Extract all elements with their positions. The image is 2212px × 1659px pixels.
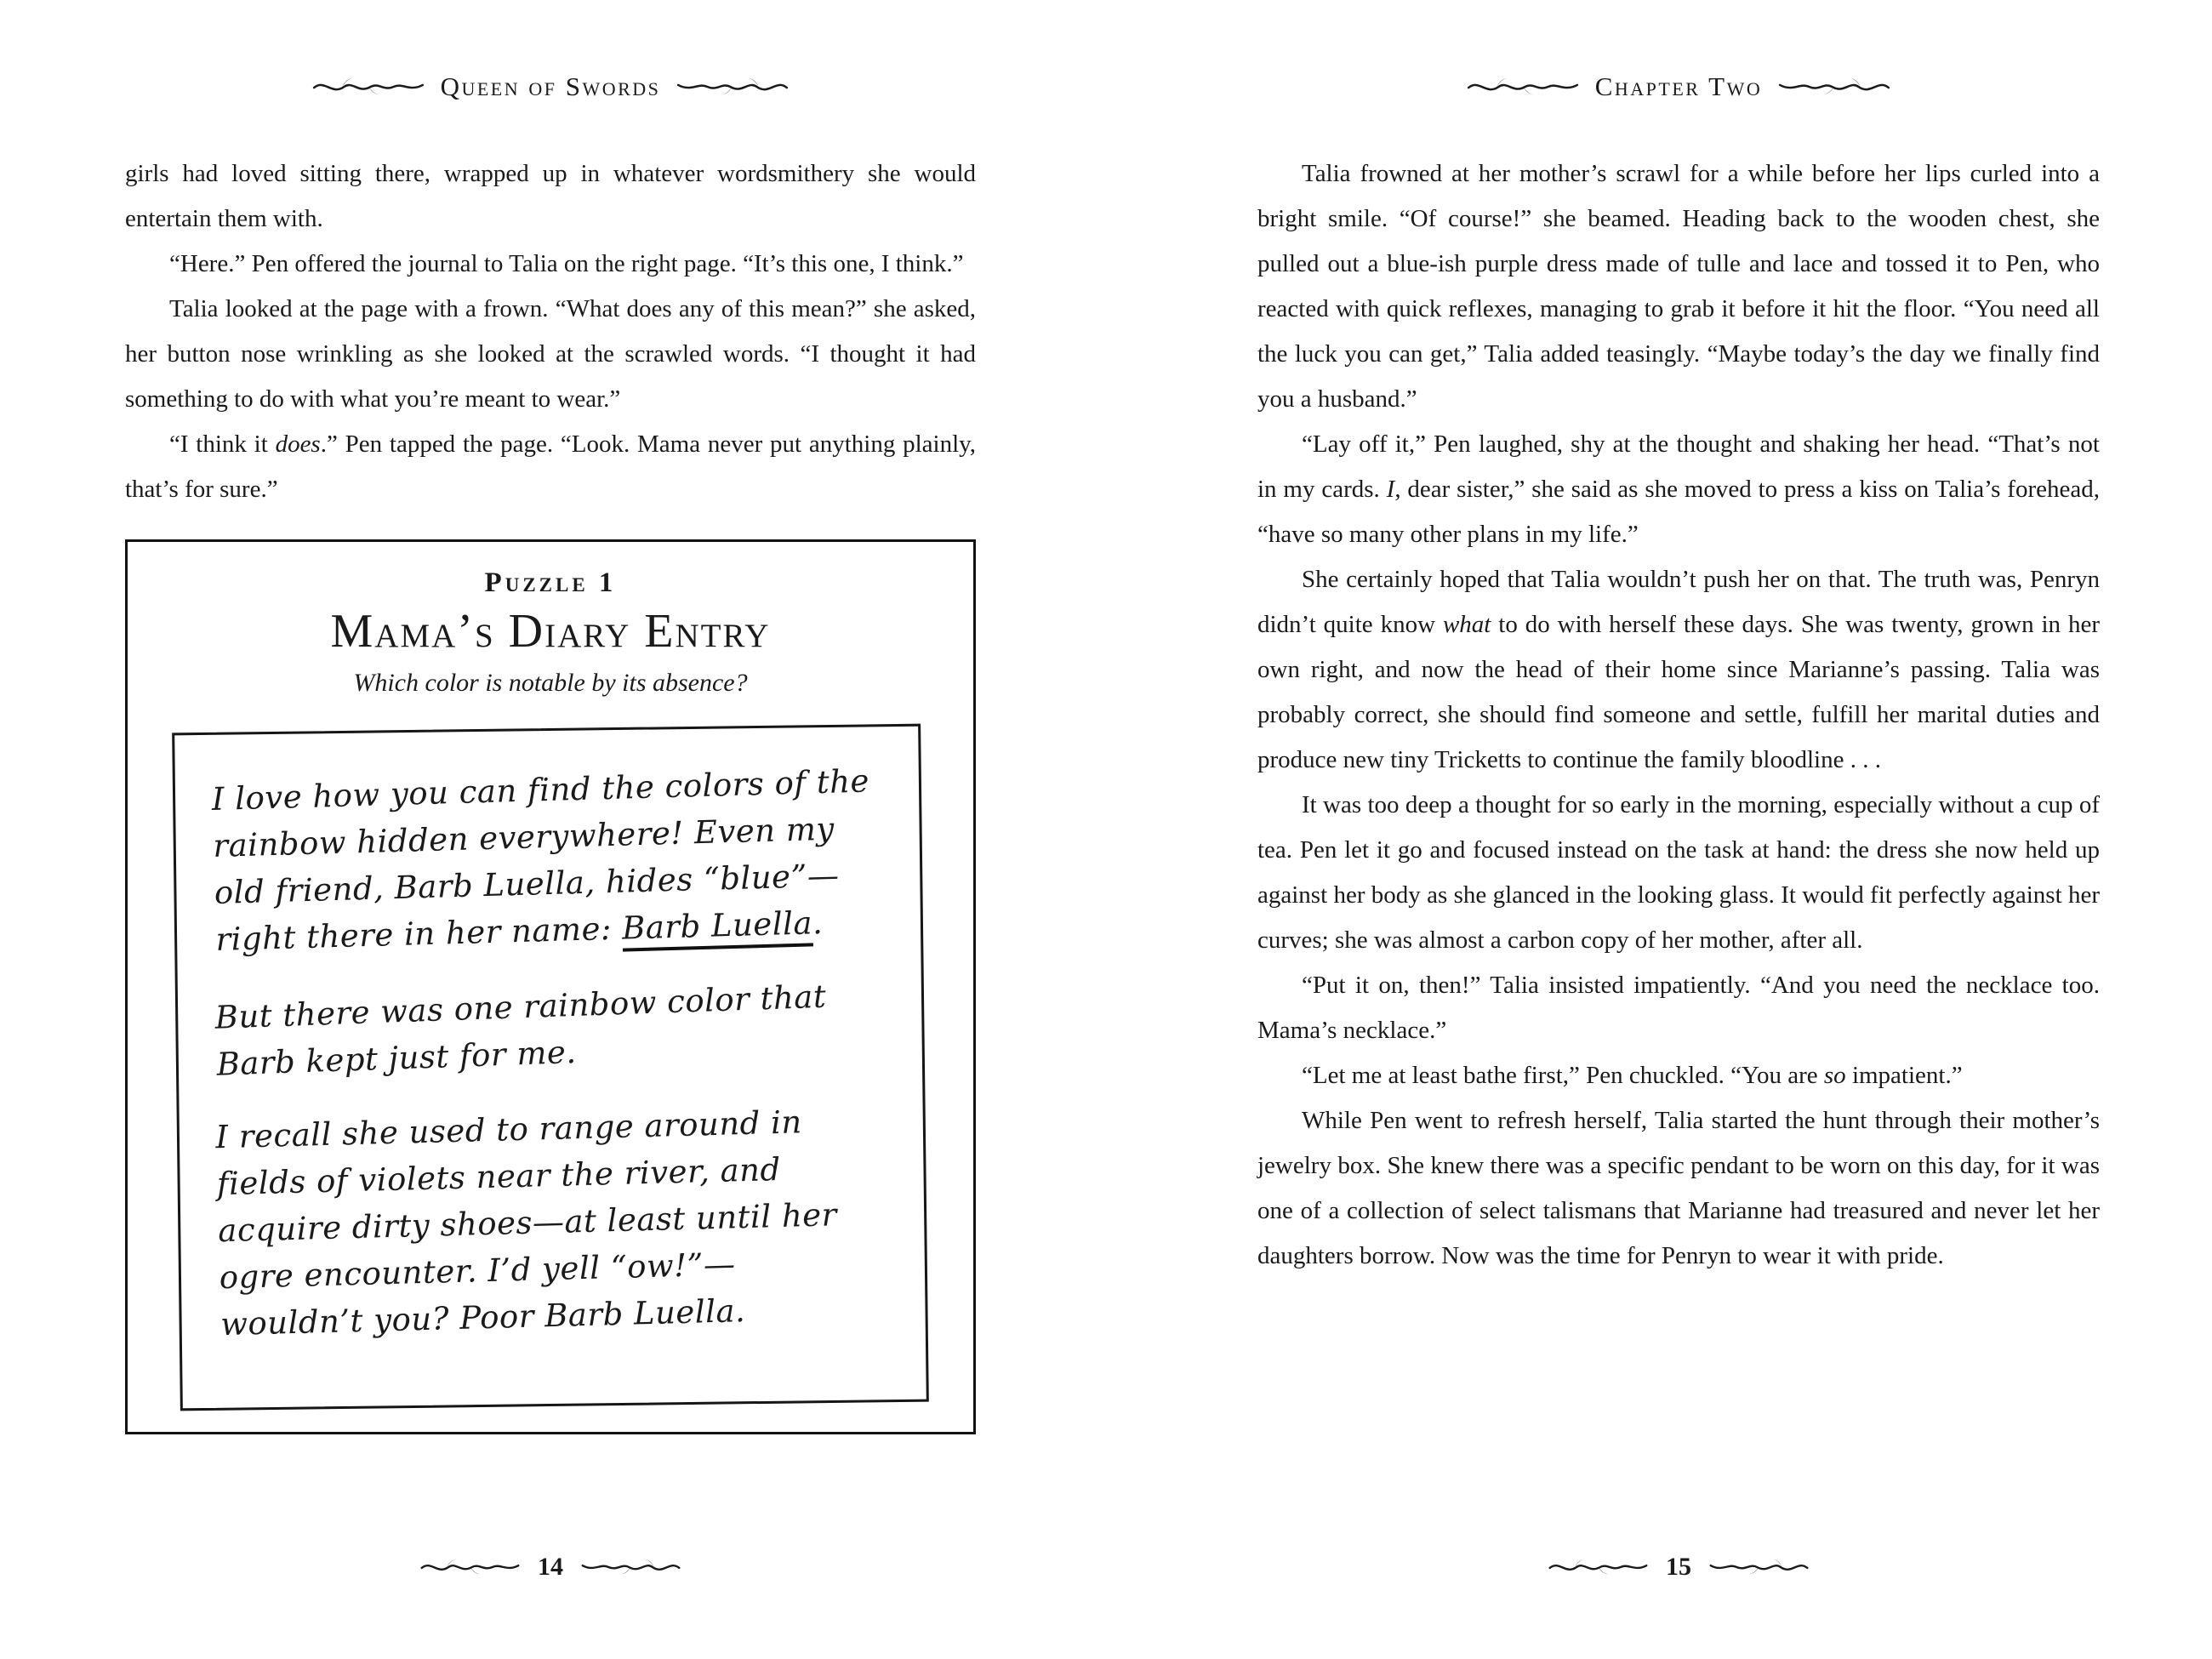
puzzle-subtitle: Which color is notable by its absence? (353, 669, 748, 697)
flourish-right-icon (1777, 77, 1892, 97)
paragraph (1257, 151, 2100, 422)
page-number: 15 (1666, 1553, 1691, 1581)
puzzle-title: Mama’s Diary Entry (330, 605, 771, 658)
body-text-left (125, 151, 976, 512)
text-segment: “I think it (169, 430, 276, 458)
paragraph (125, 151, 976, 242)
text-segment: , dear sister,” she said as she moved to press a kiss on Talia’s forehead, “have so many other plans in my life.” (1257, 476, 2100, 548)
text-segment: does (275, 430, 321, 458)
paragraph (1257, 963, 2100, 1053)
text-segment: so (1823, 1062, 1846, 1089)
running-head-right (1257, 70, 2100, 104)
text-segment: . (812, 904, 824, 942)
page-right (1257, 0, 2100, 1659)
text-segment: “Put it on, then!” Talia insisted impatiently. “And you need the necklace too. Mama’s necklace.” (1257, 972, 2100, 1044)
page-number: 14 (538, 1553, 563, 1581)
paragraph (1257, 557, 2100, 783)
text-segment: But there was one rainbow color that Barb kept just for me. (214, 978, 827, 1083)
paragraph (214, 971, 886, 1087)
flourish-left-icon (419, 1558, 521, 1576)
text-segment: “Let me at least bathe first,” Pen chuckled. “You are (1302, 1062, 1824, 1089)
text-segment: It was too deep a thought for so early in the morning, especially without a cup of tea. Pen let it go and focused instead on the task at hand: the dress she now held up against her body as she glanced in the looking glass. It would fit perfectly against her curves; she was almost a carbon copy of her mother, after all. (1257, 791, 2100, 954)
text-segment: I (1386, 476, 1395, 503)
flourish-left-icon (1547, 1558, 1649, 1576)
text-segment: Barb Luella (622, 904, 813, 951)
page-footer-left (125, 1550, 976, 1584)
text-segment: I recall she used to range around in fields of violets near the river, and acquire dirty shoes—at least until her ogre encounter. I’d yell “ow!”— wouldn’t you? Poor Barb Luella. (214, 1103, 838, 1343)
running-head-left (125, 70, 976, 104)
paragraph (125, 242, 976, 287)
paragraph (125, 287, 976, 422)
flourish-right-icon (580, 1558, 682, 1576)
text-segment: girls had loved sitting there, wrapped up in whatever wordsmithery she would entertain them with. (125, 160, 976, 232)
text-segment: impatient.” (1845, 1062, 1963, 1089)
diary-note (172, 724, 929, 1411)
paragraph (1257, 1053, 2100, 1098)
puzzle-box (125, 539, 976, 1434)
running-head-title: Chapter Two (1594, 71, 1763, 101)
text-segment: Talia looked at the page with a frown. “What does any of this mean?” she asked, her button nose wrinkling as she looked at the scrawled words. “I thought it had something to do with what you’re meant to wear.” (125, 295, 976, 413)
paragraph (215, 1097, 890, 1348)
flourish-right-icon (676, 77, 790, 97)
text-segment: “Lay off it,” Pen laughed, shy at the thought and shaking her head. “That’s not in my cards. (1257, 430, 2100, 503)
text-segment: I love how you can find the colors of the rainbow hidden everywhere! Even my old friend, Barb Luella, hides “blue”— right there in her name: (211, 762, 870, 958)
text-segment: .” Pen tapped the page. “Look. Mama never put anything plainly, that’s for sure.” (125, 430, 976, 503)
paragraph (1257, 1098, 2100, 1279)
paragraph (125, 422, 976, 512)
page-left (125, 0, 976, 1659)
paragraph (211, 757, 885, 963)
body-text-right (1257, 151, 2100, 1279)
flourish-left-icon (311, 77, 425, 97)
text-segment: “Here.” Pen offered the journal to Talia on the right page. “It’s this one, I think.” (169, 250, 964, 277)
flourish-right-icon (1708, 1558, 1810, 1576)
page-footer-right (1257, 1550, 2100, 1584)
text-segment: Talia frowned at her mother’s scrawl for a while before her lips curled into a bright smile. “Of course!” she beamed. Heading back to the wooden chest, she pulled out a blue-ish purple dress made of tulle and lace and tossed it to Pen, who reacted with quick reflexes, managing to grab it before it hit the floor. “You need all the luck you can get,” Talia added teasingly. “Maybe today’s the day we finally find you a husband.” (1257, 160, 2100, 413)
text-segment: to do with herself these days. She was twenty, grown in her own right, and now the head of their home since Marianne’s passing. Talia was probably correct, she should find someone and settle, fulfill her marital duties and produce new tiny Tricketts to continue the family bloodline . . . (1257, 611, 2100, 773)
puzzle-kicker: Puzzle 1 (484, 567, 617, 598)
paragraph (1257, 422, 2100, 557)
text-segment: what (1442, 611, 1491, 638)
flourish-left-icon (1465, 77, 1580, 97)
paragraph (1257, 783, 2100, 963)
running-head-title: Queen of Swords (440, 71, 661, 101)
text-segment: She certainly hoped that Talia wouldn’t push her on that. The truth was, Penryn didn’t quite know (1257, 566, 2100, 638)
text-segment: While Pen went to refresh herself, Talia started the hunt through their mother’s jewelry box. She knew there was a specific pendant to be worn on this day, for it was one of a collection of select talismans that Marianne had treasured and never let her daughters borrow. Now was the time for Penryn to wear it with pride. (1257, 1107, 2100, 1269)
